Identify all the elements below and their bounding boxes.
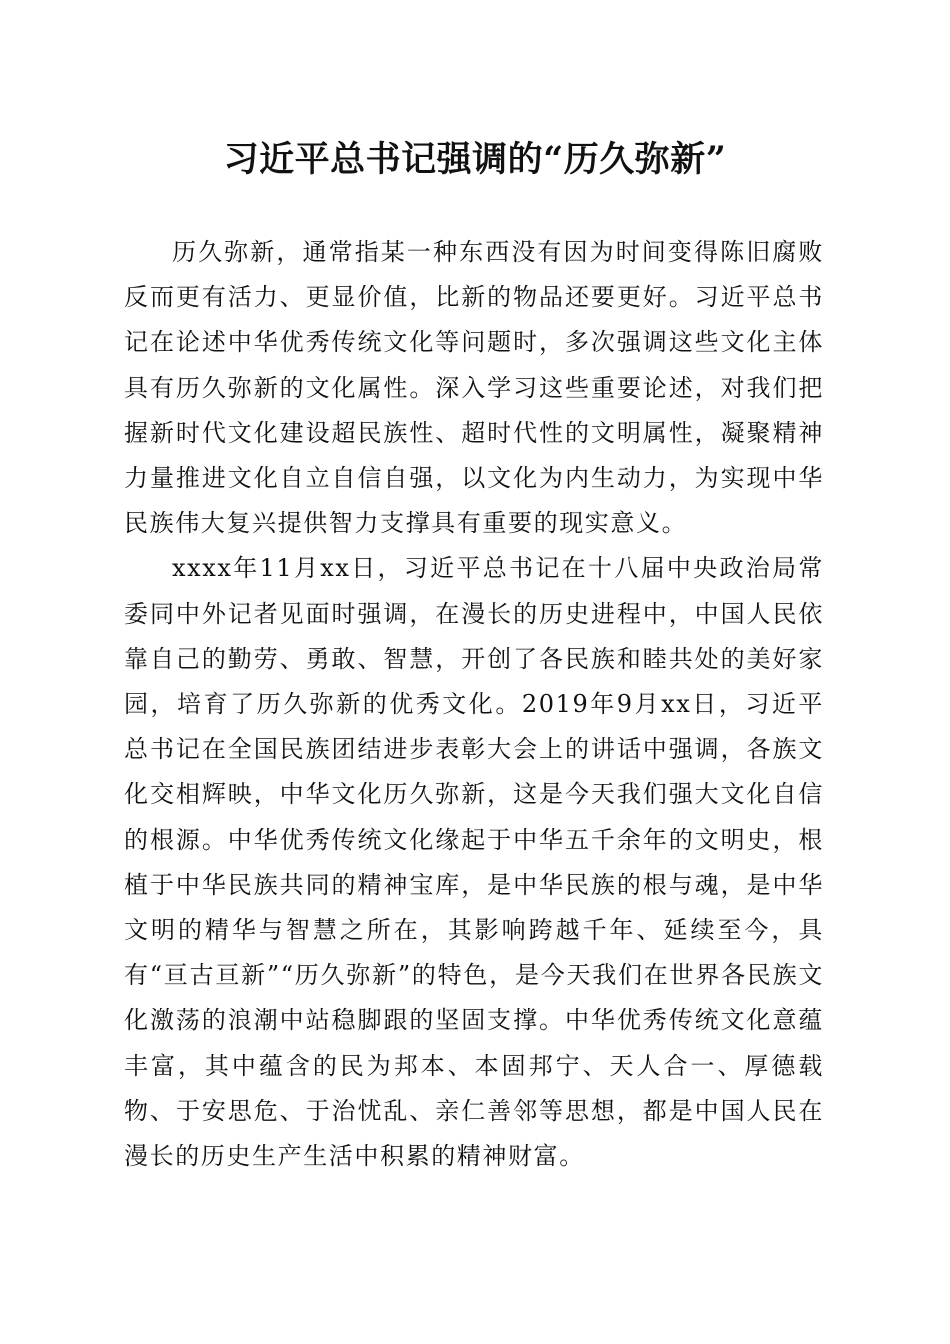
document-body — [124, 230, 824, 1179]
paragraph-2: xxxx年11月xx日，习近平总书记在十八届中央政治局常委同中外记者见面时强调，在漫长的历史进程中，中国人民依靠自己的勤劳、勇敢、智慧，开创了各民族和睦共处的美好家园，培育了历久弥新的优秀文化。2019年9月xx日，习近平总书记在全国民族团结进步表彰大会上的讲话中强调，各族文化交相辉映，中华文化历久弥新，这是今天我们强大文化自信的根源。中华优秀传统文化缘起于中华五千余年的文明史，根植于中华民族共同的精神宝库，是中华民族的根与魂，是中华文明的精华与智慧之所在，其影响跨越千年、延续至今，具有“亘古亘新”“历久弥新”的特色，是今天我们在世界各民族文化激荡的浪潮中站稳脚跟的坚固支撑。中华优秀传统文化意蕴丰富，其中蕴含的民为邦本、本固邦宁、天人合一、厚德载物、于安思危、于治忧乱、亲仁善邻等思想，都是中国人民在漫长的历史生产生活中积累的精神财富。 — [124, 554, 824, 1171]
paragraph-1: 历久弥新，通常指某一种东西没有因为时间变得陈旧腐败反而更有活力、更显价值，比新的物品还要更好。习近平总书记在论述中华优秀传统文化等问题时，多次强调这些文化主体具有历久弥新的文化属性。深入学习这些重要论述，对我们把握新时代文化建设超民族性、超时代性的文明属性，凝聚精神力量推进文化自立自信自强，以文化为内生动力，为实现中华民族伟大复兴提供智力支撑具有重要的现实意义。 — [124, 238, 824, 538]
document-title: 习近平总书记强调的“历久弥新” — [223, 139, 727, 180]
